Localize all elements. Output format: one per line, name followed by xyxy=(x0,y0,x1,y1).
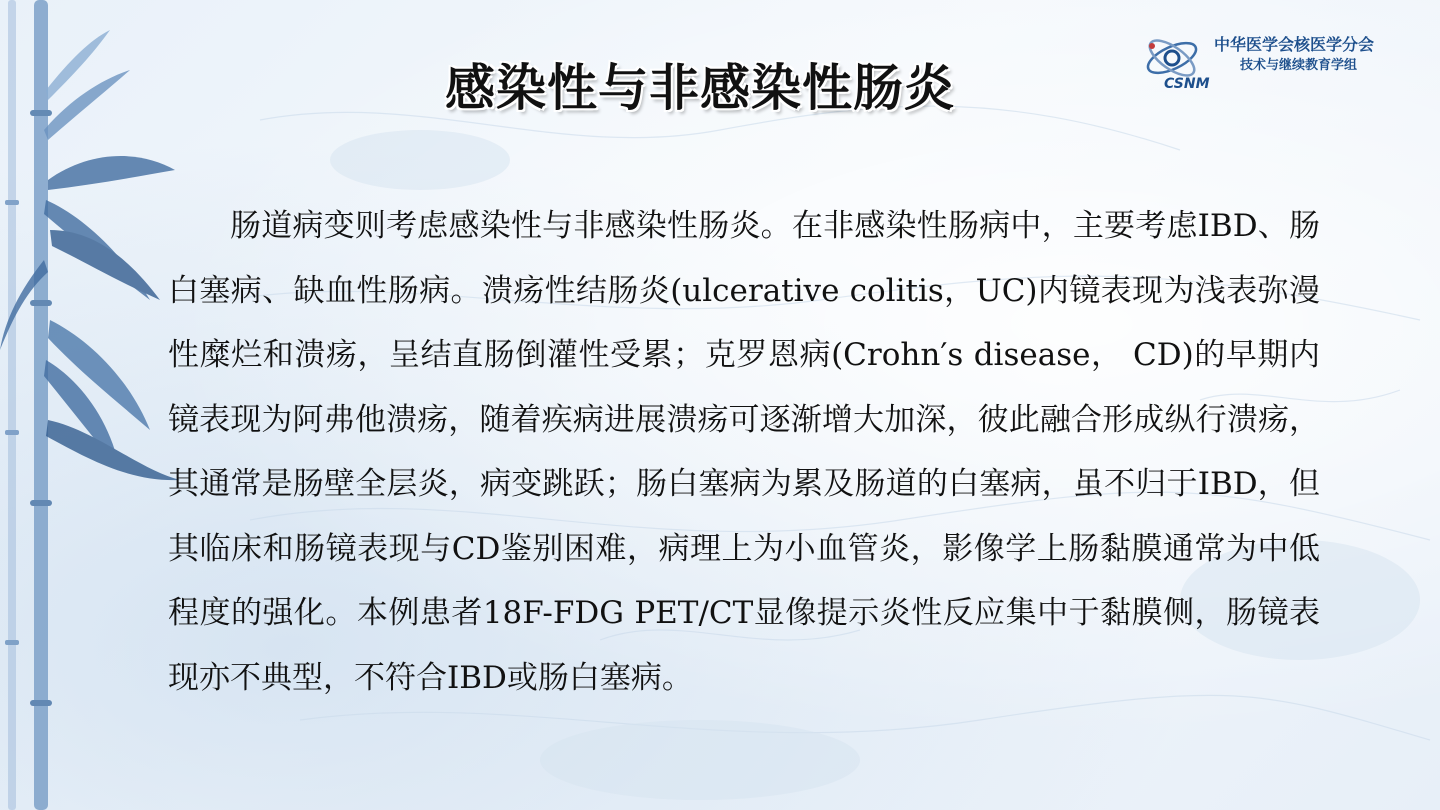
logo-org-name: 中华医学会核医学分会 xyxy=(1214,35,1375,54)
atom-orbit-icon xyxy=(1142,28,1216,94)
logo-text xyxy=(1214,34,1424,76)
slide-title: 感染性与非感染性肠炎 xyxy=(445,59,955,117)
bamboo-leaves xyxy=(0,30,180,480)
logo-mark-text: CSNM xyxy=(1164,76,1210,92)
bamboo-stalk xyxy=(5,0,52,810)
body-paragraph: 肠道病变则考虑感染性与非感染性肠炎。在非感染性肠病中，主要考虑IBD、肠白塞病、缺血性肠病。溃疡性结肠炎(ulcerative colitis，UC)内镜表现为浅表弥漫性糜烂和溃疡，呈结直肠倒灌性受累；克罗恩病(Crohn′s disease， CD)的早期内镜表现为阿弗他溃疡，随着疾病进展溃疡可逐渐增大加深，彼此融合形成纵行溃疡，其通常是肠壁全层炎，病变跳跃；肠白塞病为累及肠道的白塞病，虽不归于IBD，但其临床和肠镜表现与CD鉴别困难，病理上为小血管炎，影像学上肠黏膜通常为中低程度的强化。本例患者18F-FDG PET/CT显像提示炎性反应集中于黏膜侧，肠镜表现亦不典型，不符合IBD或肠白塞病。 xyxy=(168,208,1320,696)
csnm-logo xyxy=(1142,28,1422,98)
logo-group-name: 技术与继续教育学组 xyxy=(1240,58,1358,73)
